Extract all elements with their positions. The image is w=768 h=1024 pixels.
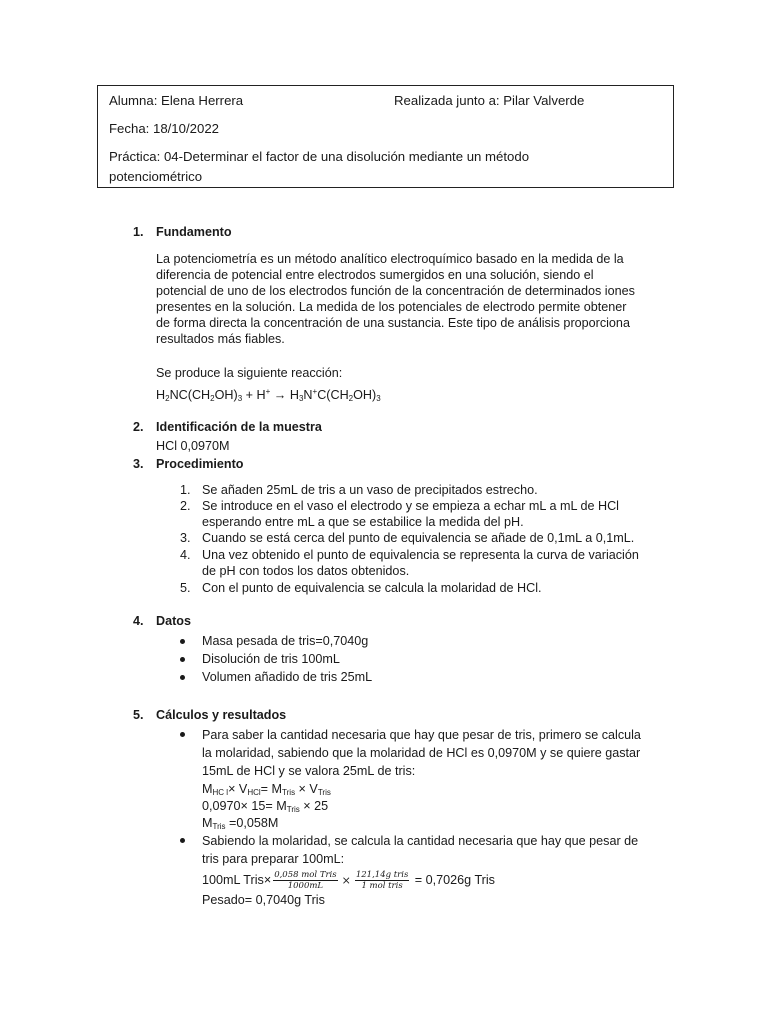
weighed-mass: Pesado= 0,7040g Tris bbox=[202, 893, 325, 907]
paragraph-line: La potenciometría es un método analítico electroquímico basado en la medida de la bbox=[156, 252, 624, 266]
partner-name: Realizada junto a: Pilar Valverde bbox=[394, 93, 585, 108]
step-number: 3. bbox=[180, 531, 191, 545]
step-text: Cuando se está cerca del punto de equivalencia se añade de 0,1mL a 0,1mL. bbox=[202, 531, 635, 545]
section-title-procedimiento: Procedimiento bbox=[156, 457, 244, 471]
reaction-equation: $H_2NC(CH_2OH)_3 + H^+ \to H_3N^+C(CH_2OH)_3$ bbox=[156, 387, 381, 403]
section-number: 5. bbox=[133, 708, 144, 722]
paragraph-line: diferencia de potencial entre electrodos sumergidos en una solución, siendo el bbox=[156, 268, 594, 282]
paragraph-line: la molaridad, sabiendo que la molaridad de HCl es 0,0970M y se quiere gastar bbox=[202, 746, 641, 760]
fraction-molar-mass: $\frac{\text{121,14g tris}}{\text{1 mol tris}}$ bbox=[355, 870, 409, 892]
step-number: 4. bbox=[180, 548, 191, 562]
practice-title-line2: potenciométrico bbox=[109, 169, 203, 184]
calc-paragraph-2 bbox=[202, 832, 638, 868]
fundamento-paragraph bbox=[156, 251, 635, 347]
reaction-intro: Se produce la siguiente reacción: bbox=[156, 366, 343, 380]
paragraph-line: potencial de uno de los electrodos función de la concentración de determinados iones bbox=[156, 284, 635, 298]
bullet bbox=[180, 675, 185, 680]
section-number: 4. bbox=[133, 614, 144, 628]
datos-item: Volumen añadido de tris 25mL bbox=[202, 670, 373, 684]
paragraph-line: Sabiendo la molaridad, se calcula la cantidad necesaria que hay que pesar de bbox=[202, 834, 639, 848]
step-number: 5. bbox=[180, 581, 191, 595]
step-number: 1. bbox=[180, 483, 191, 497]
step-text: Una vez obtenido el punto de equivalencia se representa la curva de variación de pH con todos los datos obtenidos. bbox=[202, 548, 639, 578]
bullet bbox=[180, 657, 185, 662]
bullet bbox=[180, 732, 185, 737]
step-text: Con el punto de equivalencia se calcula la molaridad de HCl. bbox=[202, 581, 542, 595]
paragraph-line: de forma directa la concentración de una sustancia. Este tipo de análisis proporciona bbox=[156, 316, 630, 330]
datos-item: Masa pesada de tris=0,7040g bbox=[202, 634, 369, 648]
bullet bbox=[180, 639, 185, 644]
section-title-datos: Datos bbox=[156, 614, 191, 628]
student-name: Alumna: Elena Herrera bbox=[109, 93, 244, 108]
paragraph-line: presentes en la solución. La medida de los potenciales de electrodo permite obtener bbox=[156, 300, 627, 314]
calc-paragraph-1 bbox=[202, 726, 641, 780]
section-title-calculos: Cálculos y resultados bbox=[156, 708, 287, 722]
datos-item: Disolución de tris 100mL bbox=[202, 652, 340, 666]
equation-result: $M_{Tris} =0,058M$ bbox=[202, 816, 279, 831]
step-text: Se introduce en el vaso el electrodo y se empieza a echar mL a mL de HCl esperando entre mL a que se estabilice la medida del pH. bbox=[202, 499, 619, 529]
fraction-molarity: $\frac{\text{0,058 mol Tris}}{1000mL}$ bbox=[274, 870, 337, 892]
step-text: Se añaden 25mL de tris a un vaso de precipitados estrecho. bbox=[202, 483, 538, 497]
sample-value: HCl 0,0970M bbox=[156, 439, 230, 453]
section-number: 2. bbox=[133, 420, 144, 434]
header-box bbox=[97, 85, 674, 188]
date: Fecha: 18/10/2022 bbox=[109, 121, 219, 136]
section-title-fundamento: Fundamento bbox=[156, 225, 232, 239]
section-title-identificacion: Identificación de la muestra bbox=[156, 420, 322, 434]
practice-title-line1: Práctica: 04-Determinar el factor de una disolución mediante un método bbox=[109, 149, 530, 164]
equation-values: $0,0970\times 15= M_{Tris} \times 25$ bbox=[202, 799, 329, 814]
paragraph-line: resultados más fiables. bbox=[156, 332, 285, 346]
paragraph-line: Para saber la cantidad necesaria que hay que pesar de tris, primero se calcula bbox=[202, 728, 641, 742]
section-number: 3. bbox=[133, 457, 144, 471]
bullet bbox=[180, 838, 185, 843]
paragraph-line: 15mL de HCl y se valora 25mL de tris: bbox=[202, 764, 416, 778]
mass-calculation: 100mL Tris× $\frac{\text{0,058 mol Tris}}{1000mL}$ × $\frac{\text{121,14g tris}}{\text{1 mol tris}}$ = 0,7026g Tris bbox=[202, 870, 495, 892]
section-number: 1. bbox=[133, 225, 144, 239]
equation-molarity: $M_{HC l}\times V_{HCl}= M_{Tris} \times V_{Tris}$ bbox=[202, 782, 331, 797]
paragraph-line: tris para preparar 100mL: bbox=[202, 852, 345, 866]
step-number: 2. bbox=[180, 499, 191, 513]
